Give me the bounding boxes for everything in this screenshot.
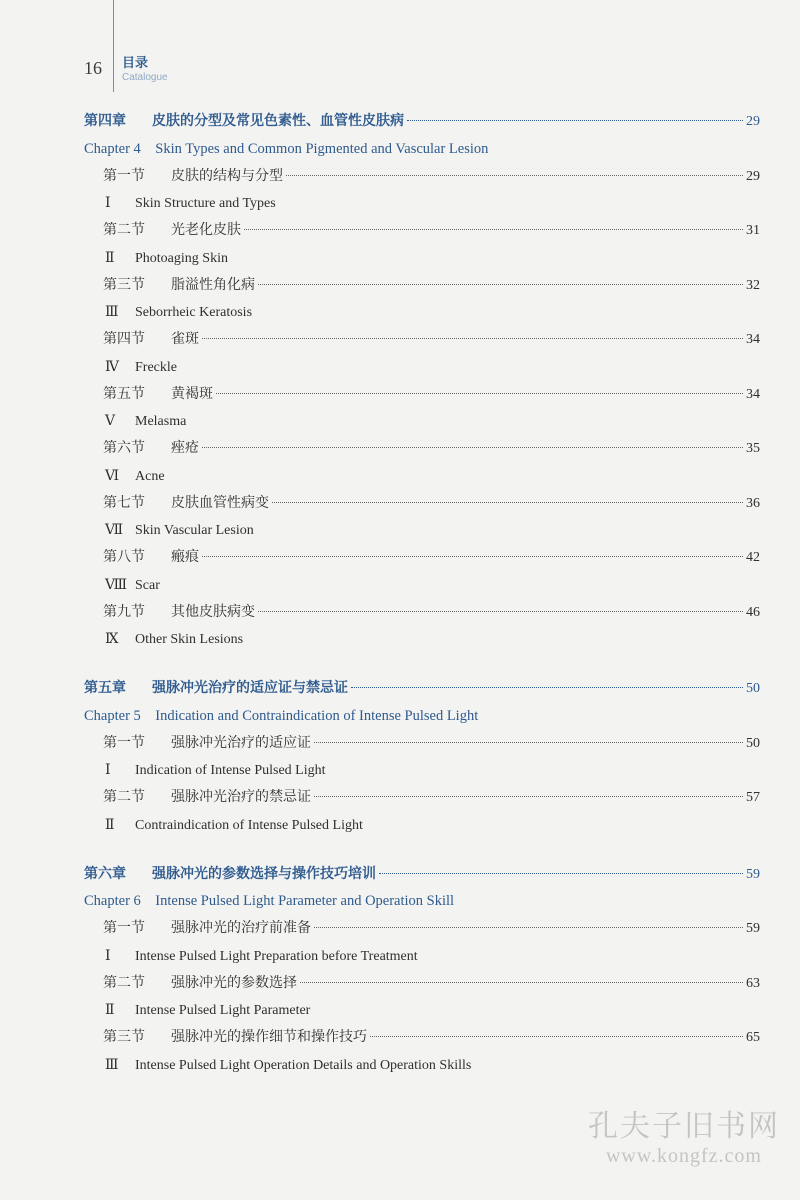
dot-leader [379,873,743,874]
section-entry-en[interactable] [84,997,760,1024]
section-number-roman: Ⅲ [105,305,119,320]
section-page-number: 32 [746,277,760,293]
watermark-text: 孔夫子旧书网 [588,1109,780,1144]
section-number-roman: Ⅱ [105,817,115,833]
dot-leader [272,502,743,503]
page-title: 目录 [122,56,149,71]
header-rule [113,0,114,92]
section-number-zh: 第二节 [103,222,145,238]
chapter-gap [84,839,760,861]
dot-leader [370,1036,743,1037]
dot-leader [407,120,743,121]
section-title-en: Intense Pulsed Light Preparation before Treatment [135,948,418,964]
section-number-zh: 第二节 [103,974,145,991]
section-entry-en[interactable] [84,757,760,784]
section-number-zh: 第三节 [103,276,145,293]
section-page-number: 31 [746,223,760,238]
chapter-heading-zh[interactable] [84,861,760,889]
section-entry-zh[interactable] [84,915,760,943]
section-entry-zh[interactable] [84,326,760,354]
section-title-zh: 强脉冲光的操作细节和操作技巧 [171,1029,367,1045]
section-number-zh: 第一节 [103,734,145,751]
section-number-zh: 第一节 [103,167,145,184]
section-number-roman: Ⅰ [105,196,111,211]
section-page-number: 65 [746,1030,760,1045]
section-entry-zh[interactable] [84,544,760,572]
section-page-number: 29 [746,168,760,184]
section-title-zh: 强脉冲光治疗的禁忌证 [171,789,311,805]
section-number-roman: Ⅶ [105,523,124,538]
section-entry-en[interactable] [84,626,760,653]
section-page-number: 42 [746,550,760,565]
section-title-en: Contraindication of Intense Pulsed Light [135,817,363,833]
chapter-heading-en[interactable] [84,703,760,730]
section-page-number: 59 [746,921,760,936]
dot-leader [258,284,743,285]
section-title-en: Acne [135,468,165,484]
section-entry-zh[interactable] [84,970,760,998]
section-number-zh: 第二节 [103,789,145,805]
section-entry-en[interactable] [84,812,760,839]
dot-leader [216,393,743,394]
chapter-page-number: 59 [746,866,760,882]
dot-leader [244,229,743,230]
dot-leader [351,687,743,688]
section-number-zh: 第三节 [103,1029,145,1045]
dot-leader [314,796,743,797]
chapter-title-zh: 强脉冲光的参数选择与操作技巧培训 [152,865,376,882]
section-title-zh: 黄褐斑 [171,385,213,402]
section-page-number: 46 [746,604,760,620]
chapter-number-zh: 第四章 [84,113,126,129]
section-title-en: Melasma [135,414,187,429]
section-title-en: Photoaging Skin [135,250,228,266]
section-number-roman: Ⅲ [105,1057,119,1073]
table-of-contents [84,108,760,1079]
dot-leader [202,447,743,448]
section-number-roman: Ⅳ [105,359,119,375]
section-number-zh: 第七节 [103,494,145,511]
section-entry-zh[interactable] [84,272,760,300]
section-entry-zh[interactable] [84,435,760,463]
dot-leader [314,927,743,928]
section-entry-en[interactable] [84,190,760,217]
section-title-zh: 脂溢性角化病 [171,276,255,293]
page-number: 16 [84,58,102,78]
section-entry-zh[interactable] [84,730,760,758]
section-entry-zh[interactable] [84,163,760,191]
section-entry-en[interactable] [84,517,760,544]
section-title-zh: 皮肤的结构与分型 [171,167,283,184]
section-title-zh: 痤疮 [171,440,199,456]
dot-leader [202,556,743,557]
section-title-en: Other Skin Lesions [135,632,244,647]
section-entry-en[interactable] [84,299,760,326]
section-entry-zh[interactable] [84,1024,760,1052]
section-page-number: 34 [746,386,760,402]
section-entry-en[interactable] [84,354,760,381]
chapter-heading-zh[interactable] [84,675,760,703]
chapter-title-zh: 皮肤的分型及常见色素性、血管性皮肤病 [152,113,404,129]
section-title-zh: 其他皮肤病变 [171,603,255,620]
chapter-number-zh: 第五章 [84,680,126,696]
section-number-roman: Ⅴ [105,414,116,429]
chapter-title-zh: 强脉冲光治疗的适应证与禁忌证 [152,680,348,696]
chapter-gap [84,653,760,675]
section-title-zh: 皮肤血管性病变 [171,494,269,511]
section-title-zh: 光老化皮肤 [171,222,241,238]
chapter-title-en: Chapter 5 Indication and Contraindication of Intense Pulsed Light [84,707,479,724]
section-number-zh: 第六节 [103,440,145,456]
section-number-roman: Ⅱ [105,1003,115,1018]
dot-leader [258,611,743,612]
section-title-en: Indication of Intense Pulsed Light [135,763,326,778]
section-number-roman: Ⅵ [105,468,120,484]
section-entry-en[interactable] [84,943,760,970]
section-page-number: 34 [746,332,760,347]
section-entry-en[interactable] [84,408,760,435]
section-entry-en[interactable] [84,572,760,599]
section-title-en: Skin Structure and Types [135,196,276,211]
chapter-title-en: Chapter 6 Intense Pulsed Light Parameter and Operation Skill [84,893,455,909]
section-title-en: Intense Pulsed Light Parameter [135,1003,311,1018]
section-entry-en[interactable] [84,463,760,490]
section-title-zh: 强脉冲光治疗的适应证 [171,734,311,751]
section-page-number: 63 [746,975,760,991]
dot-leader [286,175,743,176]
section-entry-zh[interactable] [84,381,760,409]
section-number-roman: Ⅷ [105,577,128,593]
section-title-en: Skin Vascular Lesion [135,523,254,538]
chapter-page-number: 50 [746,681,760,696]
chapter-number-zh: 第六章 [84,865,126,882]
watermark [588,1101,780,1168]
section-number-zh: 第九节 [103,603,145,620]
section-entry-zh[interactable] [84,599,760,627]
dot-leader [202,338,743,339]
section-title-zh: 强脉冲光的参数选择 [171,974,297,991]
chapter-heading-zh[interactable] [84,108,760,136]
section-title-en: Freckle [135,359,177,375]
dot-leader [300,982,743,983]
section-entry-zh[interactable] [84,784,760,812]
watermark-url: www.kongfz.com [605,1145,762,1167]
section-number-roman: Ⅰ [105,763,111,778]
section-number-zh: 第五节 [103,385,145,402]
section-title-en: Intense Pulsed Light Operation Details and Operation Skills [135,1057,472,1073]
section-page-number: 36 [746,495,760,511]
section-title-zh: 雀斑 [171,331,199,347]
section-number-zh: 第八节 [103,549,145,565]
chapter-heading-en[interactable] [84,136,760,163]
chapter-title-en: Chapter 4 Skin Types and Common Pigmented and Vascular Lesion [84,140,489,157]
section-number-zh: 第一节 [103,920,145,936]
section-number-zh: 第四节 [103,331,145,347]
dot-leader [314,742,743,743]
section-page-number: 35 [746,441,760,456]
section-number-roman: Ⅰ [105,948,111,964]
section-title-zh: 瘢痕 [171,549,199,565]
section-entry-en[interactable] [84,245,760,272]
section-title-en: Seborrheic Keratosis [135,305,253,320]
section-entry-zh[interactable] [84,217,760,245]
section-page-number: 57 [746,790,760,805]
page-subtitle: Catalogue [122,72,168,83]
section-entry-zh[interactable] [84,490,760,518]
chapter-page-number: 29 [746,114,760,129]
chapter-heading-en[interactable] [84,888,760,915]
section-number-roman: Ⅸ [105,632,119,647]
section-entry-en[interactable] [84,1052,760,1079]
section-number-roman: Ⅱ [105,250,115,266]
section-title-en: Scar [135,577,160,593]
section-page-number: 50 [746,735,760,751]
section-title-zh: 强脉冲光的治疗前准备 [171,920,311,936]
